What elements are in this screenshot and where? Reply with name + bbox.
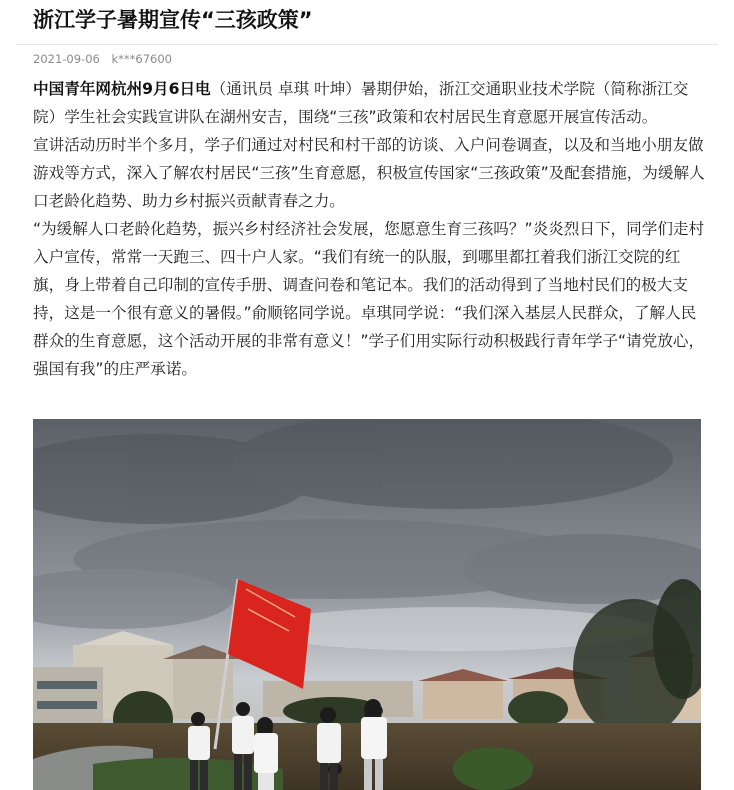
- article-body: [33, 75, 705, 383]
- article-title: 浙江学子暑期宣传“三孩政策”: [33, 8, 313, 32]
- bush: [453, 747, 533, 790]
- photo-scene: [33, 419, 701, 790]
- paragraph-1: [33, 75, 705, 131]
- article-meta: [33, 51, 180, 67]
- title-divider: [16, 44, 718, 45]
- article-photo: [33, 419, 701, 790]
- paragraph-3: “为缓解人口老龄化趋势，振兴乡村经济社会发展，您愿意生育三孩吗？”炎炎烈日下，同学们走村入户宣传，常常一天跑三、四十户人家。“我们有统一的队服，到哪里都扛着我们浙江交院的红旗，身上带着自己印制的宣传手册、调查问卷和笔记本。我们的活动得到了当地村民们的极大支持，这是一个很有意义的暑假。”俞顺铭同学说。卓琪同学说：“我们深入基层人民群众，了解人民群众的生育意愿，这个活动开展的非常有意义！”学子们用实际行动积极践行青年学子“请党放心，强国有我”的庄严承诺。: [33, 220, 705, 378]
- paragraph-2: 宣讲活动历时半个多月，学子们通过对村民和村干部的访谈、入户问卷调查，以及和当地小朋友做游戏等方式，深入了解农村居民“三孩”生育意愿，积极宣传国家“三孩政策”及配套措施，为缓解人口老龄化趋势、助力乡村振兴贡献青春之力。: [33, 136, 705, 210]
- dateline: 中国青年网杭州9月6日电: [33, 80, 211, 98]
- publish-date: 2021-09-06: [33, 52, 100, 66]
- author-id: k***67600: [111, 52, 172, 66]
- paragraph-1-text: （通讯员 卓琪 叶坤）暑期伊始，浙江交通职业技术学院（简称浙江交院）学生社会实践宣讲队在湖州安吉，围绕“三孩”政策和农村居民生育意愿开展宣传活动。: [33, 80, 689, 126]
